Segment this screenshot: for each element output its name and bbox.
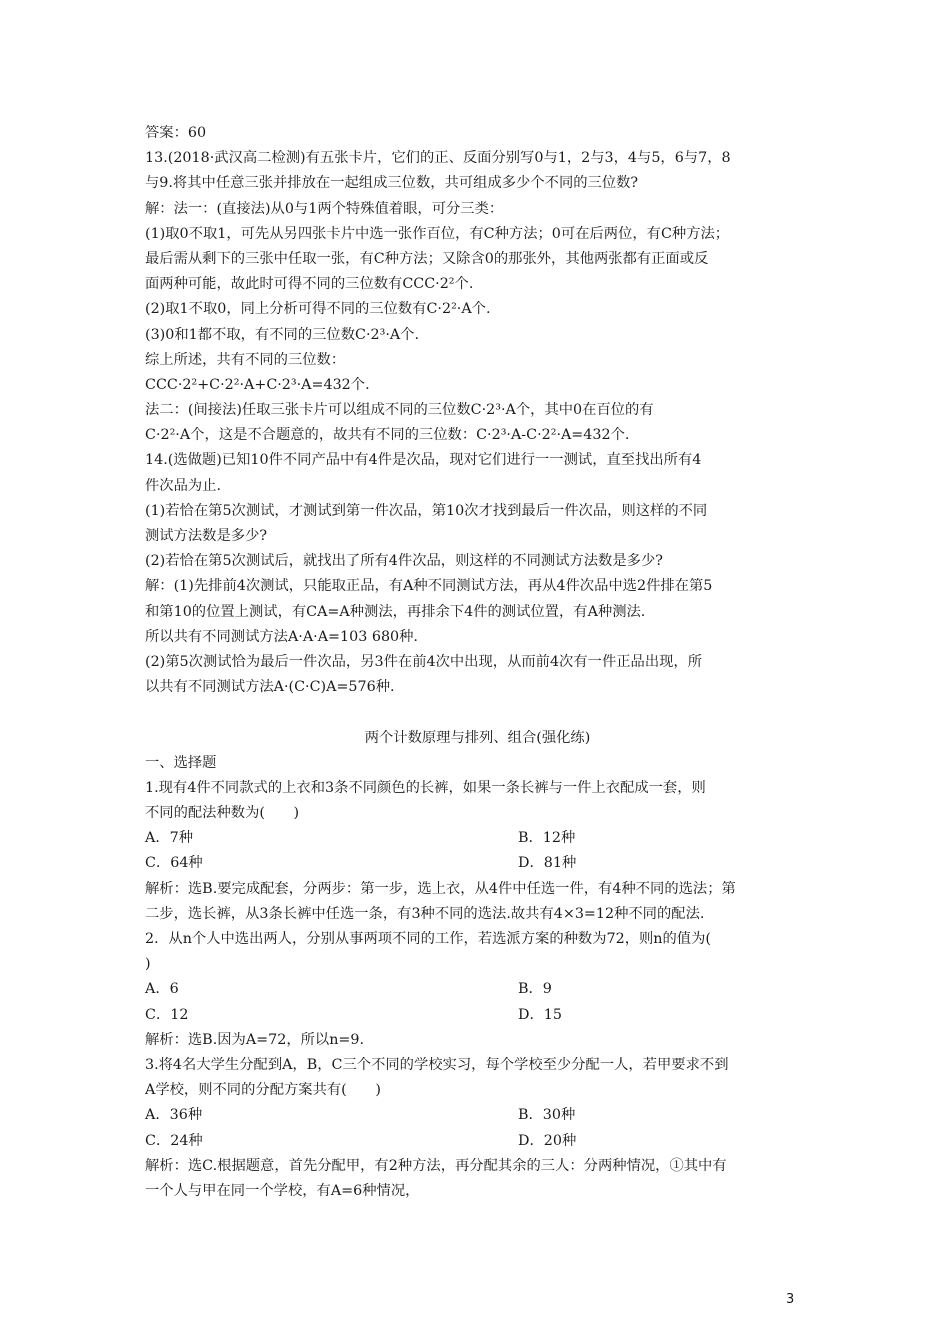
option-d: D．15 [518, 1006, 562, 1023]
text-line: C·2²·A个，这是不合题意的，故共有不同的三位数：C·2³·A-C·2²·A=432个. [145, 427, 630, 444]
option-row [145, 826, 810, 851]
text-line: 综上所述，共有不同的三位数： [145, 351, 346, 368]
page-content [145, 121, 810, 1204]
question-stem: 3.将4名大学生分配到A，B，C三个不同的学校实习，每个学校至少分配一人，若甲要求不到 [145, 1056, 729, 1073]
option-row [145, 1003, 810, 1028]
option-c: C．64种 [145, 855, 203, 872]
solutions-block [145, 121, 810, 700]
question-1 [145, 776, 810, 927]
option-a: A．7种 [145, 830, 194, 847]
question-3 [145, 1053, 810, 1204]
question-stem: A学校，则不同的分配方案共有( ) [145, 1082, 381, 1099]
option-row [145, 1129, 810, 1154]
text-line: 件次品为止. [145, 477, 222, 494]
analysis-line: 一个人与甲在同一个学校，有A=6种情况， [145, 1182, 420, 1199]
text-line: 法二：(间接法)任取三张卡片可以组成不同的三位数C·2³·A个，其中0在百位的有 [145, 402, 654, 419]
text-line: (2)若恰在第5次测试后，就找出了所有4件次品，则这样的不同测试方法数是多少? [145, 553, 663, 570]
option-a: A．6 [145, 981, 179, 998]
option-b: B．30种 [518, 1107, 576, 1124]
section-heading: 一、选择题 [145, 754, 217, 771]
question-2 [145, 927, 810, 1053]
text-line: (2)取1不取0，同上分析可得不同的三位数有C·2²·A个. [145, 301, 491, 318]
option-b: B．12种 [518, 830, 576, 847]
option-row [145, 1103, 810, 1128]
option-row [145, 851, 810, 876]
text-line: (1)若恰在第5次测试，才测试到第一件次品，第10次才找到最后一件次品，则这样的不同 [145, 502, 708, 519]
spacer [145, 700, 810, 725]
text-line: (3)0和1都不取，有不同的三位数C·2³·A个. [145, 326, 420, 343]
option-b: B．9 [518, 981, 552, 998]
analysis-line: 解析：选B.因为A=72，所以n=9. [145, 1031, 365, 1048]
text-line: 与9.将其中任意三张并排放在一起组成三位数，共可组成多少个不同的三位数? [145, 175, 639, 192]
option-c: C．12 [145, 1006, 189, 1023]
text-line: 测试方法数是多少? [145, 528, 268, 544]
analysis-line: 解析：选C.根据题意，首先分配甲，有2种方法，再分配其余的三人：分两种情况，①其中有 [145, 1157, 727, 1174]
analysis-line: 解析：选B.要完成配套，分两步：第一步，选上衣，从4件中任选一件，有4种不同的选法；第 [145, 880, 736, 897]
text-line: 14.(选做题)已知10件不同产品中有4件是次品，现对它们进行一一测试，直至找出所有4 [145, 452, 702, 469]
analysis-line: 二步，选长裤，从3条长裤中任选一条，有3种不同的选法.故共有4×3=12种不同的配法. [145, 905, 705, 922]
page-number: 3 [786, 1292, 795, 1307]
question-stem: 2．从n个人中选出两人，分别从事两项不同的工作，若选派方案的种数为72，则n的值为( [145, 931, 711, 947]
text-line: 面两种可能，故此时可得不同的三位数有CCC·2²个. [145, 276, 474, 293]
text-line: (1)取0不取1，可先从另四张卡片中选一张作百位，有C种方法；0可在后两位，有C种方法； [145, 225, 730, 242]
text-line: 和第10的位置上测试，有CA=A种测法，再排余下4件的测试位置，有A种测法. [145, 603, 646, 620]
option-c: C．24种 [145, 1132, 203, 1149]
question-stem: ) [145, 956, 151, 973]
text-line: 13.(2018·武汉高二检测)有五张卡片，它们的正、反面分别写0与1，2与3，4与5，6与7，8 [145, 150, 731, 167]
option-d: D．20种 [518, 1132, 577, 1149]
text-line: 以共有不同测试方法A·(C·C)A=576种. [145, 679, 395, 696]
text-line: 解：法一：(直接法)从0与1两个特殊值着眼，可分三类： [145, 200, 504, 217]
text-line: CCC·2²+C·2²·A+C·2³·A=432个. [145, 376, 370, 393]
option-row [145, 977, 810, 1002]
question-stem: 不同的配法种数为( ) [145, 805, 300, 822]
section-title: 两个计数原理与排列、组合(强化练) [364, 729, 591, 746]
text-line: 解：(1)先排前4次测试，只能取正品，有A种不同测试方法，再从4件次品中选2件排在第5 [145, 578, 713, 595]
text-line: (2)第5次测试恰为最后一件次品，另3件在前4次中出现，从而前4次有一件正品出现，所 [145, 653, 703, 670]
text-line: 答案：60 [145, 125, 207, 141]
text-line: 最后需从剩下的三张中任取一张，有C种方法；又除含0的那张外，其他两张都有正面或反 [145, 250, 709, 267]
text-line: 所以共有不同测试方法A·A·A=103 680种. [145, 628, 418, 645]
option-d: D．81种 [518, 855, 577, 872]
question-stem: 1.现有4件不同款式的上衣和3条不同颜色的长裤，如果一条长裤与一件上衣配成一套，则 [145, 779, 706, 796]
option-a: A．36种 [145, 1107, 203, 1124]
